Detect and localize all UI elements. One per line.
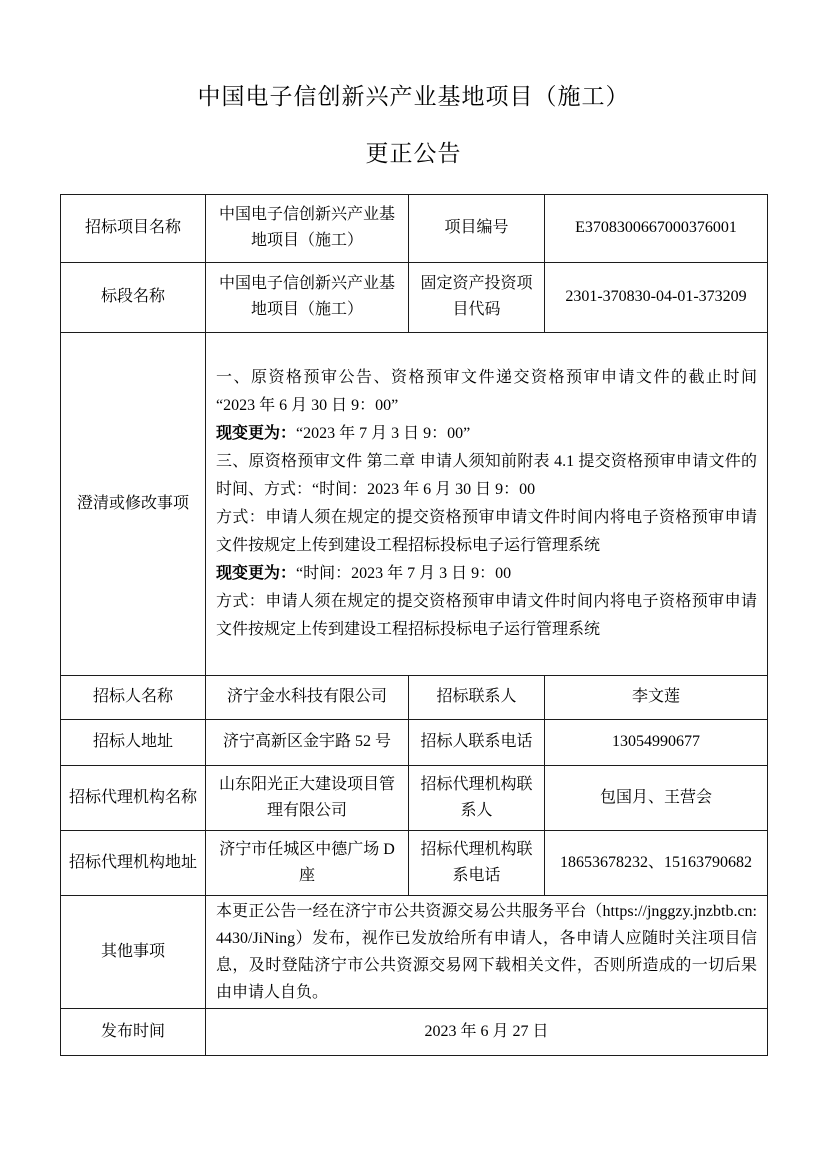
tenderer-address-value: 济宁高新区金宇路 52 号 bbox=[206, 719, 409, 765]
agency-contact-label: 招标代理机构联系人 bbox=[409, 765, 545, 830]
clarification-paragraph-2 bbox=[216, 420, 757, 448]
clarification-label: 澄清或修改事项 bbox=[61, 332, 206, 675]
table-row bbox=[61, 895, 768, 1008]
table-row bbox=[61, 262, 768, 332]
tenderer-phone-label: 招标人联系电话 bbox=[409, 719, 545, 765]
clarification-p5-text: “时间：2023 年 7 月 3 日 9：00 bbox=[296, 564, 512, 582]
agency-address-label: 招标代理机构地址 bbox=[61, 830, 206, 895]
clarification-paragraph-4: 方式：申请人须在规定的提交资格预审申请文件时间内将电子资格预审申请文件按规定上传到建设工程招标投标电子运行管理系统 bbox=[216, 508, 757, 554]
table-row bbox=[61, 194, 768, 262]
tenderer-name-value: 济宁金水科技有限公司 bbox=[206, 675, 409, 719]
clarification-paragraph-3: 三、原资格预审文件 第二章 申请人须知前附表 4.1 提交资格预审申请文件的时间、方式：“时间：2023 年 6 月 30 日 9：00 bbox=[216, 452, 757, 498]
clarification-p1-text: 一、原资格预审公告、资格预审文件递交资格预审申请文件的截止时间 bbox=[216, 368, 757, 386]
agency-name-value: 山东阳光正大建设项目管理有限公司 bbox=[206, 765, 409, 830]
document-title: 中国电子信创新兴产业基地项目（施工） bbox=[197, 84, 630, 109]
project-name-label: 招标项目名称 bbox=[61, 194, 206, 262]
investment-code-label: 固定资产投资项目代码 bbox=[409, 262, 545, 332]
clarification-p5-bold-label: 现变更为： bbox=[216, 564, 297, 582]
other-matters-label: 其他事项 bbox=[61, 895, 206, 1008]
agency-name-label: 招标代理机构名称 bbox=[61, 765, 206, 830]
table-row bbox=[61, 332, 768, 675]
clarification-p1-quote: “2023 年 6 月 30 日 9：00” bbox=[216, 396, 399, 414]
project-no-value: E3708300667000376001 bbox=[545, 194, 768, 262]
publish-time-value: 2023 年 6 月 27 日 bbox=[206, 1008, 768, 1055]
clarification-p2-text: “2023 年 7 月 3 日 9：00” bbox=[296, 424, 471, 442]
table-row bbox=[61, 765, 768, 830]
agency-phone-value: 18653678232、15163790682 bbox=[545, 830, 768, 895]
section-name-label: 标段名称 bbox=[61, 262, 206, 332]
document-subtitle: 更正公告 bbox=[365, 141, 462, 167]
table-row bbox=[61, 1008, 768, 1055]
clarification-paragraph-1 bbox=[216, 364, 757, 420]
clarification-paragraph-5 bbox=[216, 560, 757, 588]
announcement-table bbox=[60, 194, 768, 1056]
publish-time-label: 发布时间 bbox=[61, 1008, 206, 1055]
agency-address-value: 济宁市任城区中德广场 D 座 bbox=[206, 830, 409, 895]
clarification-paragraph-6: 方式：申请人须在规定的提交资格预审申请文件时间内将电子资格预审申请文件按规定上传到建设工程招标投标电子运行管理系统 bbox=[216, 592, 757, 638]
clarification-p2-bold-label: 现变更为： bbox=[216, 424, 297, 442]
clarification-content bbox=[206, 332, 768, 675]
section-name-value: 中国电子信创新兴产业基地项目（施工） bbox=[206, 262, 409, 332]
project-no-label: 项目编号 bbox=[409, 194, 545, 262]
tender-contact-label: 招标联系人 bbox=[409, 675, 545, 719]
table-row bbox=[61, 719, 768, 765]
tenderer-address-label: 招标人地址 bbox=[61, 719, 206, 765]
tenderer-name-label: 招标人名称 bbox=[61, 675, 206, 719]
tenderer-phone-value: 13054990677 bbox=[545, 719, 768, 765]
table-row bbox=[61, 830, 768, 895]
tender-contact-value: 李文莲 bbox=[545, 675, 768, 719]
table-row bbox=[61, 675, 768, 719]
project-name-value: 中国电子信创新兴产业基地项目（施工） bbox=[206, 194, 409, 262]
agency-phone-label: 招标代理机构联系电话 bbox=[409, 830, 545, 895]
agency-contact-value: 包国月、王营会 bbox=[545, 765, 768, 830]
investment-code-value: 2301-370830-04-01-373209 bbox=[545, 262, 768, 332]
other-matters-value: 本更正公告一经在济宁市公共资源交易公共服务平台（https://jnggzy.jnzbtb.cn:4430/JiNing）发布，视作已发放给所有申请人，各申请人应随时关注项目信息，及时登陆济宁市公共资源交易网下载相关文件，否则所造成的一切后果由申请人自负。 bbox=[206, 895, 768, 1008]
